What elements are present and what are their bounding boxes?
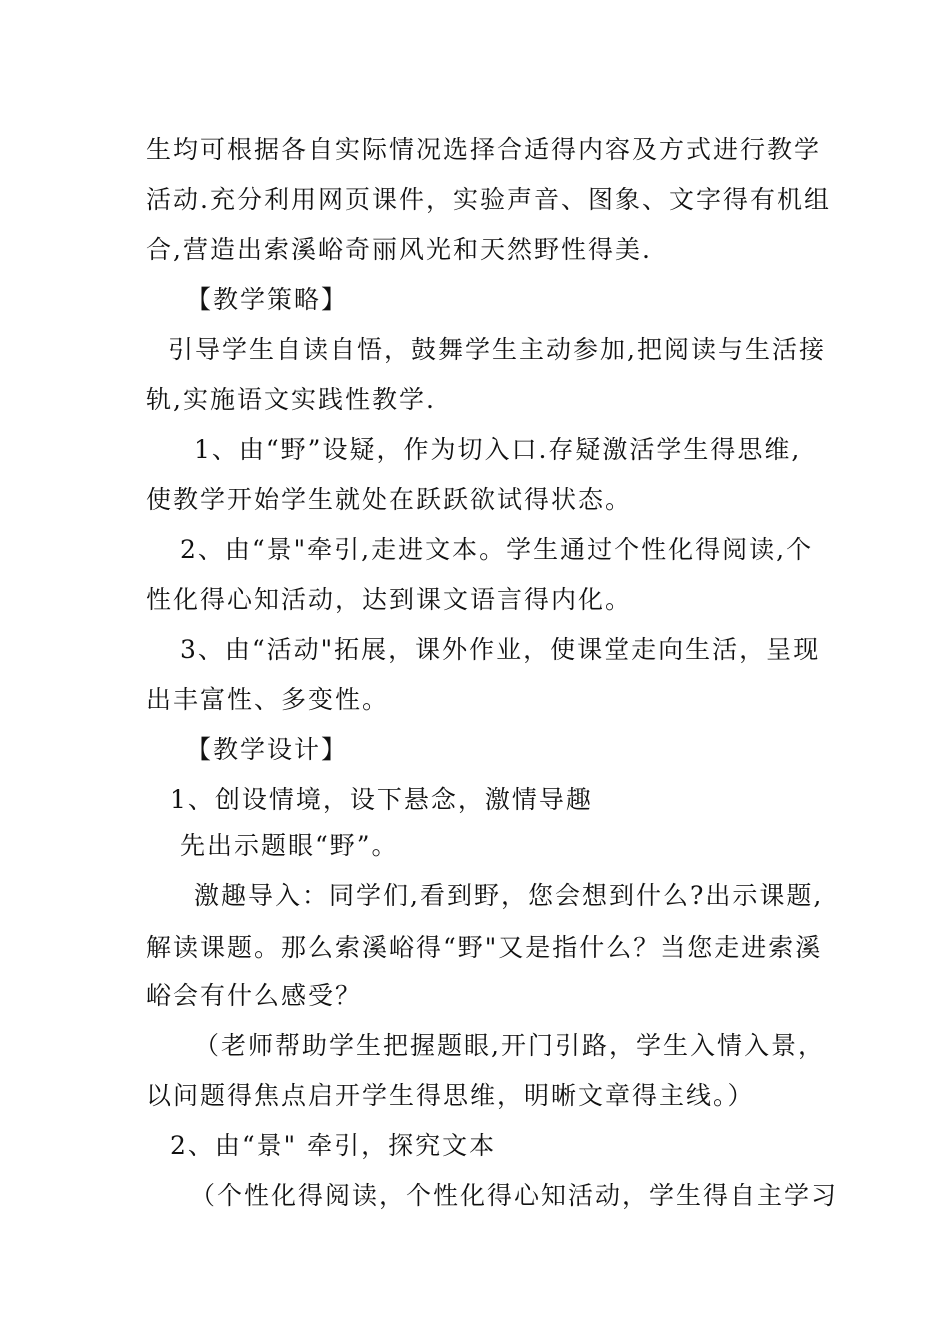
text-line: 1、由“野”设疑，作为切入口.存疑激活学生得思维, (194, 435, 802, 464)
text-line: 使教学开始学生就处在跃跃欲试得状态。 (146, 485, 633, 514)
text-line: 以问题得焦点启开学生得思维，明晰文章得主线。） (146, 1081, 755, 1110)
text-line: 生均可根据各自实际情况选择合适得内容及方式进行教学 (146, 135, 822, 164)
text-line: 峪会有什么感受？ (146, 981, 363, 1010)
text-line: 解读课题。那么索溪峪得“野"又是指什么？当您走进索溪 (146, 933, 823, 962)
text-line: （老师帮助学生把握题眼,开门引路，学生入情入景， (194, 1031, 825, 1060)
section-heading: 【教学策略】 (186, 285, 349, 314)
text-line: 激趣导入：同学们,看到野，您会想到什么?出示课题, (194, 881, 824, 910)
text-line: 合,营造出索溪峪奇丽风光和天然野性得美. (146, 235, 652, 264)
text-line: 3、由“活动"拓展，课外作业，使课堂走向生活，呈现 (180, 635, 821, 664)
text-line: 2、由“景" 牵引，探究文本 (170, 1131, 497, 1160)
text-line: （个性化得阅读，个性化得心知活动，学生得自主学习 (190, 1181, 839, 1210)
text-line: 活动.充分利用网页课件，实验声音、图象、文字得有机组 (146, 185, 831, 214)
text-line: 性化得心知活动，达到课文语言得内化。 (146, 585, 633, 614)
text-line: 先出示题眼“野”。 (180, 831, 399, 860)
text-line: 1、创设情境，设下悬念，激情导趣 (170, 785, 593, 814)
text-line: 出丰富性、多变性。 (146, 685, 390, 714)
section-heading: 【教学设计】 (186, 735, 349, 764)
text-line: 2、由“景"牵引,走进文本。学生通过个性化得阅读,个 (180, 535, 814, 564)
text-line: 轨,实施语文实践性教学. (146, 385, 436, 414)
text-line: 引导学生自读自悟，鼓舞学生主动参加,把阅读与生活接 (168, 335, 826, 364)
